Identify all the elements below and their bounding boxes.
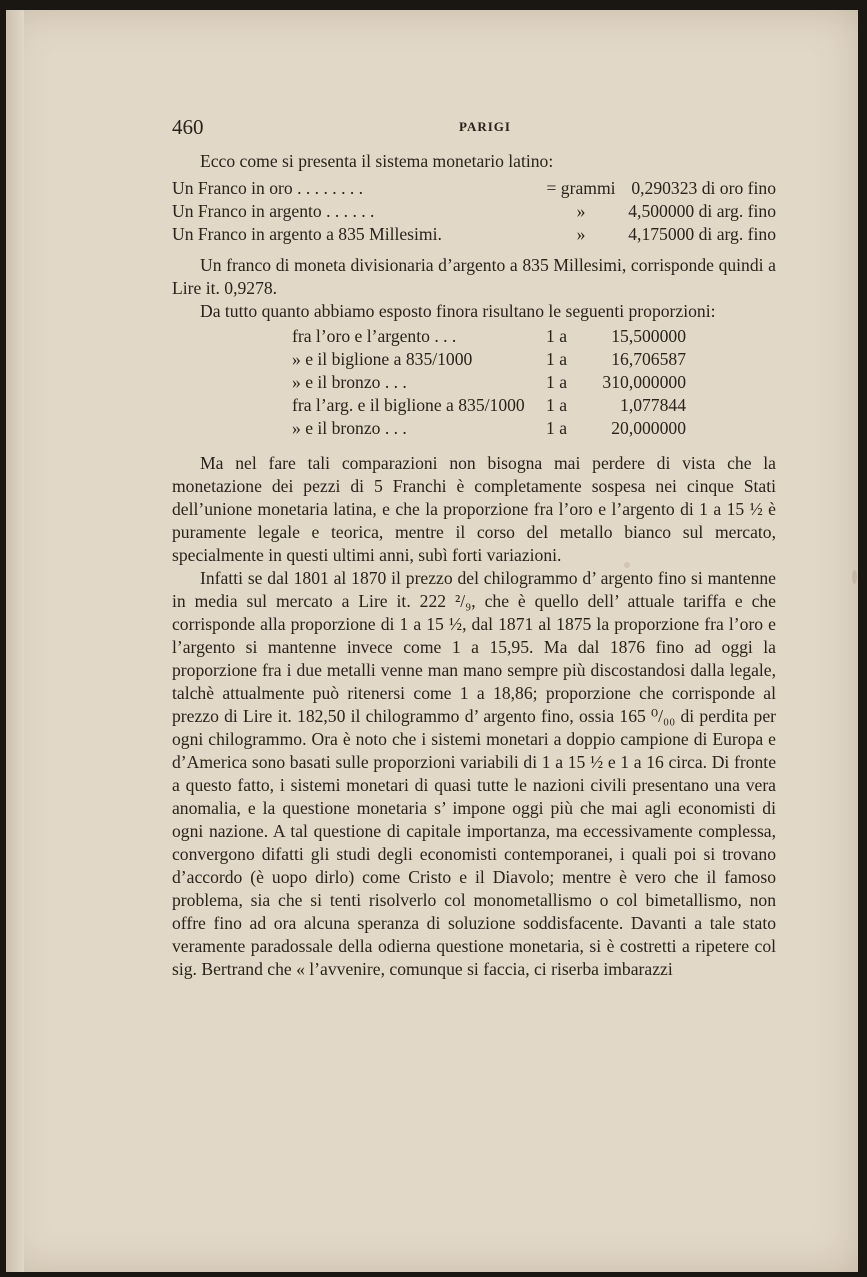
divisionaria-paragraph: Un franco di moneta divisionaria d’argento a 835 Millesimi, corrisponde quindi a Lire it. 0,9278. xyxy=(172,255,776,298)
table-row xyxy=(172,325,686,348)
ratio-value: 15,500000 xyxy=(611,326,686,346)
ratio-label: » e il bronzo . . . xyxy=(292,418,407,438)
ratio-unit: 1 a xyxy=(546,418,568,438)
book-page xyxy=(6,10,858,1272)
table-row xyxy=(172,177,776,200)
table-row xyxy=(172,394,686,417)
ratio-unit: 1 a xyxy=(546,372,568,392)
table-row xyxy=(172,348,686,371)
ratio-label: fra l’oro e l’argento . . . xyxy=(292,326,457,346)
table-row xyxy=(172,371,686,394)
table-cell-value: 4,175000 di arg. fino xyxy=(628,224,776,244)
ratio-label: fra l’arg. e il biglione a 835/1000 xyxy=(292,395,525,415)
table-cell-value: 4,500000 di arg. fino xyxy=(628,201,776,221)
table-row xyxy=(172,200,776,223)
ratio-value: 1,077844 xyxy=(620,395,686,415)
table-cell-sep: » xyxy=(576,224,586,244)
foxing-spot xyxy=(852,570,857,584)
page-body xyxy=(172,150,776,981)
page-spine-shadow xyxy=(6,10,24,1272)
ratio-unit: 1 a xyxy=(546,326,568,346)
intro-paragraph: Ecco come si presenta il sistema monetario latino: xyxy=(200,151,554,171)
table-cell-label: Un Franco in argento . . . . . . xyxy=(172,201,375,221)
page-header xyxy=(6,115,858,145)
infatti-paragraph: Infatti se dal 1801 al 1870 il prezzo del chilogrammo d’ argento fino si mantenne in media sul mercato a Lire it. 222 ²/₉, che è quello dell’ attuale tariffa e che corrisponde alla proporzione di 1 a 15 ½, dal 1871 al 1875 la proporzione fra l’oro e l’argento si mantenne invece come 1 a 15,95. Ma dal 1876 fino ad oggi la proporzione fra i due metalli venne man mano sempre più discostandosi dalla legale, talchè attualmente può ritenersi come 1 a 18,86; proporzione che corrisponde al prezzo di Lire it. 182,50 il chilogrammo d’ argento fino, ossia 165 ⁰/₀₀ di perdita per ogni chilogrammo. Ora è noto che i sistemi monetari a doppio campione di Europa e d’America sono basati sulle proporzioni variabili di 1 a 15 ½ e 1 a 16 circa. Di fronte a questo fatto, i sistemi monetari di quasi tutte le nazioni civili presentano una vera anomalia, e la questione monetaria s’ impone oggi più che mai agli economisti di ogni nazione. A tal questione di capitale importanza, ma eccessivamente complessa, convergono difatti gli studi degli economisti contemporanei, i quali poi si trovano d’accordo (è uopo dirlo) come Cristo e il Diavolo; mentre è vero che il famoso problema, sia che si tenti risolverlo col monometallismo o col bimetallismo, non offre fino ad ora alcuna speranza di soluzione soddisfacente. Davanti a tale stato veramente paradossale della odierna questione monetaria, si è costretti a ripetere col sig. Bertrand che « l’avvenire, comunque si faccia, ci riserba imbarazzi xyxy=(172,568,776,979)
ratio-label: » e il bronzo . . . xyxy=(292,372,407,392)
table-cell-label: Un Franco in oro . . . . . . . . xyxy=(172,178,364,198)
ma-paragraph: Ma nel fare tali comparazioni non bisogna mai perdere di vista che la monetazione dei pezzi di 5 Franchi è completamente sospesa nei cinque Stati dell’unione monetaria latina, e che la proporzione fra l’oro e l’argento di 1 a 15 ½ è puramente legale e teorica, mentre il corso del metallo bianco sul mercato, specialmente in questi ultimi anni, subì forti variazioni. xyxy=(172,453,776,565)
page-number: 460 xyxy=(172,115,204,139)
spacer xyxy=(172,440,776,452)
ratio-label: » e il biglione a 835/1000 xyxy=(292,349,473,369)
ratio-value: 310,000000 xyxy=(602,372,686,392)
table-row xyxy=(172,417,686,440)
table-cell-value: 0,290323 di oro fino xyxy=(631,178,776,198)
table-cell-sep: » xyxy=(576,201,586,221)
ratios-table xyxy=(172,325,686,440)
proporzioni-paragraph: Da tutto quanto abbiamo esposto finora risultano le seguenti proporzioni: xyxy=(200,301,716,321)
ratio-value: 16,706587 xyxy=(611,349,686,369)
table-cell-sep: = grammi xyxy=(546,178,616,198)
spacer xyxy=(172,246,776,254)
table-cell-label: Un Franco in argento a 835 Millesimi. xyxy=(172,224,442,244)
ratio-value: 20,000000 xyxy=(611,418,686,438)
running-title: PARIGI xyxy=(459,119,511,134)
ratio-unit: 1 a xyxy=(546,395,568,415)
franco-table xyxy=(172,177,776,246)
table-row xyxy=(172,223,776,246)
ratio-unit: 1 a xyxy=(546,349,568,369)
